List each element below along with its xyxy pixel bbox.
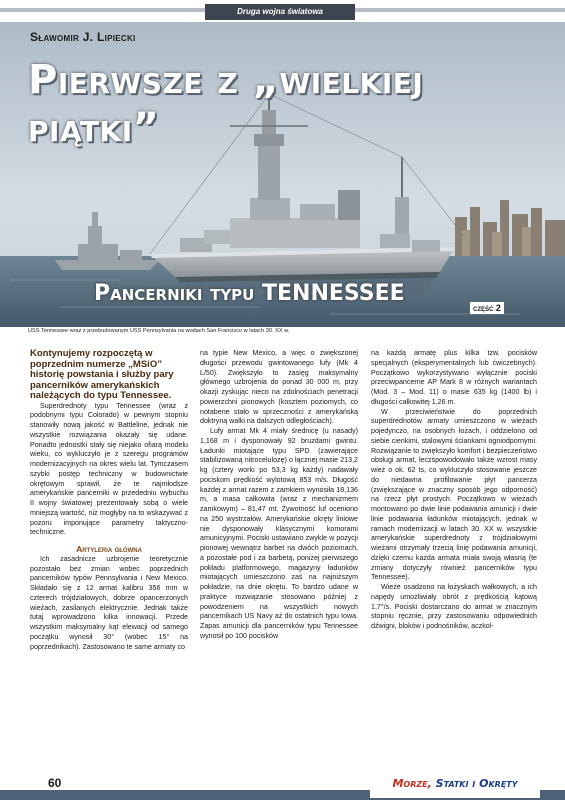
article-title — [28, 56, 548, 152]
paragraph: Lufy armat Mk 4 miały średnicę (u nasady) 1,168 m i dysponowały 92 bruzdami gwintu. Ładunki miotające typu SPD (zawierające stabilizowaną nitrocelulozę) o łącznej masie 213,2 kg (cztery worki po 53,3 kg każdy) nadawały pociskom prędkość wylotową 853 m/s. Długość każdej z armat razem z zamkiem wynosiła 18,136 m, a masa całkowita (wraz z mechanizmem zamkowym) – 81,47 mt. Żywotność luf oceniono na 250 wystrzałów. Amerykańskie okręty liniowe nie dysponowały klasycznymi komorami amunicyjnymi. Pociski ustawiano zwykle w pozycji pionowej wewnątrz barbet na dwóch poziomach, a pozostałe pod i za barbetą, poniżej pierwszego pokładu platformowego, magazyny ładunków miotających umieszczono zaś na najniższym pokładzie, na dnie okrętu. To bardzo udane w praktyce rozwiązanie stosowano później z powodzeniem na wszystkich nowych pancernikach US Navy aż do ostatnich typu Iowa. Zapas amunicji dla pancerników typu Tennessee wynosił po 100 pocisków — [200, 427, 358, 640]
part-label: część 2 — [470, 302, 504, 314]
text-column-3 — [371, 349, 537, 632]
section-label: Druga wojna światowa — [205, 4, 355, 20]
text-column-2 — [200, 349, 358, 642]
lead-paragraph: Kontynujemy rozpoczętą w poprzednim numerze „MSiO” historię powstania i służby pary pancerników amerykańskich należących do typu Tennessee. — [30, 348, 174, 401]
magazine-logo — [370, 776, 540, 798]
paragraph: Wieże osadzono na łożyskach wałkowych, a ich napędy umożliwiały obrót z prędkością kątową 1,7°/s. Pociski dostarczano do armat w znacznym stopniu ręcznie, przy zastosowaniu odpowiednich dźwigni, bloków i podnośników, aczkol- — [371, 583, 537, 630]
paragraph: W przeciwieństwie do poprzednich superdrednotów armaty umieszczono w wieżach pojedynczo, na osobnych łożach, i oddzielono od siebie cienkimi, stalowymi ściankami ogniodpornymi. Rozwiązanie to zwiększyło komfort i bezpieczeństwo obsługi armat, leczspowodowało także wzrost masy wież o ok. 62 ts, co wykluczyło stosowane jeszcze do niedawna profilowanie płyt pancerza (zwiększające w znaczny sposób jego odporność) na rzecz płyt prostych. Początkowo w wieżach montowano po dwie linie podawania amunicji i dwie linie podawania ładunków miotających, jednak w ramach modernizacji w latach 30. XX w. wszystkie amerykańskie superdrednoty z trójdziałowymi wieżami otrzymały trzecią linię podawania amunicji, dzięki czemu każda armata miała swoją własną (te zmiany dotyczyły również pancerników typu Tennessee). — [371, 407, 537, 582]
section-heading: Artyleria główna — [76, 544, 142, 554]
paragraph: na każdą armatę plus kilka tzw. pocisków specjalnych (eksperymentalnych lub ćwiczebnych). Początkowo wykorzystywano wyłącznie pociski przeciwpancerne AP Mark 8 w różnych wariantach (Mod. 3 – Mod. 11) o masie 635 kg (1400 lb) i długości całkowitej 1,26 m. — [371, 349, 537, 406]
photo-caption: USS Tennessee wraz z przebudowanym USS Pennsylvania na wodach San Francisco w latach 30. XX w. — [28, 328, 290, 334]
text-column-1 — [30, 349, 188, 652]
paragraph: Ich zasadnicze uzbrojenie teoretycznie pozostało bez zmian wobec poprzednich pancerników typów Pennsylvania i New Mexico. Składało się z 12 armat kalibru 356 mm w czterech trójdziałowych, dobrze opancerzonych wieżach, zasilanych elektrycznie. Jednak także tutaj wprowadzono kilka innowacji. Przede wszystkim maksymalny kąt elewacji od samego początku wynosił 30° (wobec 15° na poprzednikach). Zastosowano te same armaty co — [30, 554, 188, 651]
title-line-2: piątki” — [28, 105, 160, 151]
magazine-name-part-2: Statki i Okręty — [435, 777, 518, 790]
top-banner — [0, 0, 565, 22]
paragraph: na typie New Mexico, a więc o zwiększonej długości przewodu gwintowanego lufy (Mk 4 L/50). Zwiększyło to zasięg maksymalny głównego uzbrojenia do ponad 30 000 m, przy okazji zyskując nieco na zdolnościach penetracji powierzchni pionowych (kosztem poziomych, co notabene stało w sprzeczności z amerykańską doktryną walki na dalszych odległościach). — [200, 349, 358, 426]
page-footer — [0, 776, 565, 800]
paragraph: Superdrednoty typu Tennessee (wraz z podobnymi typu Colorado) w pewnym stopniu stanowiły nową jakość w Battleline, jednak nie wszystkie rozwiązania okazały się udane. Ponadto jednostki stały się niejako ofiarą modelu wieku, co wykluczyło je z szeregu programów modernizacyjnych na okres wielu lat. Tymczasem szybki postęp techniczny w budownictwie okrętowym sprawił, że te najmłodsze amerykańskie pancerniki w przededniu wybuchu II wojny światowej prezentowały sobą o wiele mniejszą wartość, niż mogłyby na to wskazywać z pozoru imponujące parametry taktyczno-techniczne. — [30, 401, 188, 537]
page-number: 60 — [48, 776, 62, 790]
author-name: Sławomir J. Lipiecki — [30, 30, 136, 44]
title-line-1: Pierwsze z „wielkiej — [28, 57, 424, 103]
article-subtitle: Pancerniki typu TENNESSEE — [94, 281, 405, 306]
magazine-name-part-1: Morze, — [392, 777, 432, 790]
